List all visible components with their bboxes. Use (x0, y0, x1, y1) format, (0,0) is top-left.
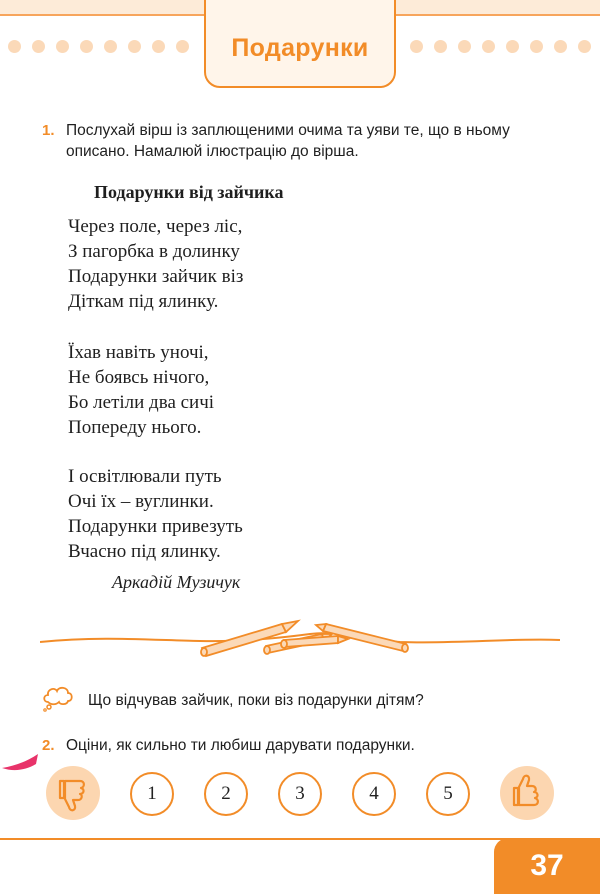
rating-3-button[interactable]: 3 (278, 772, 322, 816)
poem-line: З пагорбка в долинку (68, 241, 240, 262)
poem-stanza-3 (68, 464, 243, 564)
question-text: Що відчував зайчик, поки віз подарунки дітям? (88, 692, 424, 709)
poem-author: Аркадій Музичук (112, 572, 241, 592)
pointer-arrow-icon (0, 752, 44, 776)
task-2-number: 2. (42, 737, 55, 754)
rating-2-button[interactable]: 2 (204, 772, 248, 816)
rating-4-button[interactable]: 4 (352, 772, 396, 816)
pencils-divider-icon (40, 610, 560, 670)
rating-5-button[interactable]: 5 (426, 772, 470, 816)
poem-line: Через поле, через ліс, (68, 216, 243, 237)
rating-1-button[interactable]: 1 (130, 772, 174, 816)
task-2-text: Оціни, як сильно ти любиш дарувати подарунки. (66, 737, 415, 754)
task-1-line-1: Послухай вірш із заплющеними очима та уяви те, що в ньому (66, 122, 510, 139)
task-1-number: 1. (42, 122, 55, 139)
page-title: Подарунки (231, 34, 369, 62)
poem-line: Попереду нього. (68, 417, 202, 438)
poem-line: Бо летіли два сичі (68, 392, 215, 413)
page-number: 37 (530, 849, 564, 882)
poem-title: Подарунки від зайчика (94, 182, 284, 202)
poem-line: Їхав навіть уночі, (68, 342, 209, 363)
thumbs-up-icon[interactable] (500, 766, 554, 820)
poem-line: Не боявсь нічого, (68, 367, 210, 388)
poem-line: Вчасно під ялинку. (68, 541, 221, 562)
poem-line: Подарунки привезуть (68, 516, 243, 537)
thought-cloud-icon (42, 684, 74, 712)
poem-line: І освітлювали путь (68, 466, 222, 487)
task-1-line-2: описано. Намалюй ілюстрацію до вірша. (66, 143, 359, 160)
poem-stanza-2 (68, 340, 214, 440)
poem-stanza-1 (68, 214, 243, 314)
poem-line: Діткам під ялинку. (68, 291, 219, 312)
thumbs-down-icon[interactable] (46, 766, 100, 820)
poem-line: Очі їх – вуглинки. (68, 491, 214, 512)
task-1-text (66, 120, 510, 162)
poem-line: Подарунки зайчик віз (68, 266, 244, 287)
